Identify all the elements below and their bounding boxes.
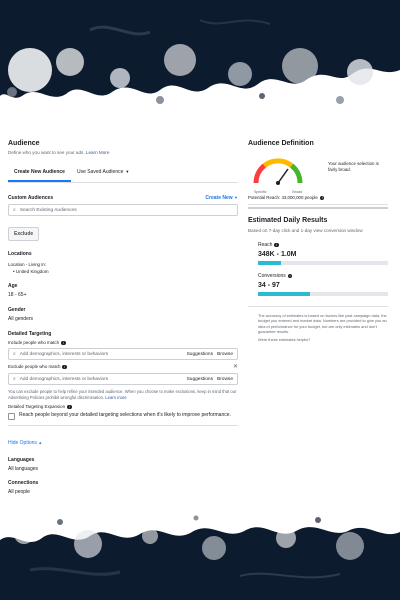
audience-tabs <box>8 165 238 183</box>
gauge-broad-label: Broad <box>292 190 302 194</box>
age-value[interactable]: 18 - 65+ <box>8 292 27 298</box>
reach-bar-fill <box>258 261 281 265</box>
exclude-row <box>8 222 238 241</box>
expansion-label-text: Detailed Targeting Expansion <box>8 403 66 409</box>
custom-audiences-label: Custom Audiences <box>8 195 54 201</box>
detailed-targeting-label: Detailed Targeting <box>8 331 52 337</box>
audience-gauge <box>248 155 308 194</box>
reach-metric <box>248 242 388 265</box>
exclusion-learn-more-link[interactable]: Learn more <box>105 394 127 400</box>
section-divider <box>248 207 388 209</box>
custom-audience-search-input[interactable] <box>8 204 238 216</box>
conversions-metric <box>248 273 388 296</box>
search-icon: ⌕ <box>13 377 16 383</box>
caret-down-icon: ▼ <box>234 195 238 200</box>
top-grunge-border <box>0 0 400 120</box>
locations-section <box>8 251 238 274</box>
exclude-label-text: Exclude people who match <box>8 364 61 370</box>
caret-up-icon: ▲ <box>38 440 43 445</box>
detailed-targeting-section <box>8 331 238 420</box>
include-label <box>8 340 238 345</box>
languages-section <box>8 457 238 472</box>
conversions-label <box>258 273 388 279</box>
hide-options-row <box>8 425 238 449</box>
exclude-targeting-input[interactable] <box>8 373 238 385</box>
browse-button[interactable]: Browse <box>217 376 233 382</box>
estimates-helpful-link[interactable]: Were these estimates helpful? <box>258 336 311 342</box>
location-item: • United Kingdom <box>13 269 49 274</box>
audience-title: Audience <box>8 140 40 147</box>
tab-create-new-audience[interactable]: Create New Audience <box>8 165 71 182</box>
info-icon: i <box>62 340 64 345</box>
reach-label-text: Reach <box>258 242 273 249</box>
bottom-grunge-border <box>0 500 400 600</box>
audience-panel <box>8 140 238 495</box>
create-new-label: Create New <box>205 195 233 201</box>
connections-value[interactable]: All people <box>8 489 30 495</box>
potential-reach-text: Potential Reach: 43,000,000 people <box>248 195 318 200</box>
expansion-row <box>8 412 238 420</box>
close-icon[interactable]: ✕ <box>232 364 238 371</box>
expansion-text: Reach people beyond your detailed targeting selections when it's likely to improve performance. <box>19 412 231 418</box>
audience-definition-panel <box>248 140 388 342</box>
search-icon: ⌕ <box>13 352 16 358</box>
gauge-row <box>248 155 388 194</box>
caret-down-icon: ▼ <box>125 169 130 174</box>
age-label: Age <box>8 283 18 289</box>
search-icon: ⌕ <box>13 207 16 213</box>
expansion-label <box>8 404 238 409</box>
estimated-results-subtitle: Based on 7-day click and 1-day view conversion window <box>248 228 363 234</box>
info-icon: i <box>68 404 70 409</box>
exclude-button[interactable]: Exclude <box>8 227 39 241</box>
gauge-block <box>248 155 308 194</box>
gender-label: Gender <box>8 307 26 313</box>
expansion-checkbox[interactable] <box>8 413 15 420</box>
gauge-description: Your audience selection is fairly broad. <box>328 161 379 172</box>
estimates-note: The accuracy of estimates is based on factors like past campaign data, the budget you entered and market data. Numbers are provided to give you an idea of performance for your budget, but are only estimates and don't guarantee results. <box>258 313 387 334</box>
connections-section <box>8 480 238 495</box>
reach-label <box>258 242 388 248</box>
suggestions-button[interactable]: Suggestions <box>186 376 213 382</box>
languages-label: Languages <box>8 457 35 463</box>
hide-options-link[interactable] <box>8 440 42 446</box>
create-new-button[interactable] <box>205 195 238 201</box>
conversions-bar <box>258 292 388 296</box>
info-icon: i <box>321 195 323 200</box>
exclusion-note-text: You can exclude people to help refine your intended audience. When you choose to make exclusions, keep in mind that our Advertising Policies prohibit wrongful discrimination. <box>8 389 237 400</box>
age-section <box>8 283 238 298</box>
audience-subtitle-text: Define who you want to see your ads. <box>8 150 85 155</box>
locations-value: Location - Living In: <box>8 262 47 267</box>
gender-section <box>8 307 238 322</box>
reach-value: 348K - 1.0M <box>258 251 297 259</box>
tab-use-saved-audience[interactable] <box>71 165 135 182</box>
exclude-label <box>8 364 67 369</box>
exclude-targeting-placeholder: Add demographics, interests or behaviors <box>19 376 109 382</box>
location-item-text: United Kingdom <box>15 269 49 274</box>
exclude-header <box>8 363 238 370</box>
browse-button[interactable]: Browse <box>217 351 233 357</box>
include-targeting-placeholder: Add demographics, interests or behaviors <box>19 351 109 357</box>
suggestions-button[interactable]: Suggestions <box>186 351 213 357</box>
conversions-bar-fill <box>258 292 310 296</box>
languages-value[interactable]: All languages <box>8 466 39 472</box>
info-icon: i <box>276 242 278 247</box>
audience-subtitle <box>8 150 238 155</box>
tab-use-saved-audience-label: Use Saved Audience <box>76 169 124 175</box>
audience-definition-title: Audience Definition <box>248 140 314 147</box>
gauge-labels <box>254 190 302 194</box>
include-targeting-input[interactable] <box>8 348 238 360</box>
hide-options-label: Hide Options <box>8 440 37 446</box>
custom-audiences-header <box>8 195 238 201</box>
locations-label: Locations <box>8 251 32 257</box>
learn-more-link[interactable]: Learn More <box>85 150 110 155</box>
include-label-text: Include people who match <box>8 340 60 345</box>
custom-audience-search-placeholder: Search Existing Audiences <box>19 207 77 213</box>
reach-bar <box>258 261 388 265</box>
potential-reach <box>248 195 388 205</box>
estimated-results-title: Estimated Daily Results <box>248 217 328 225</box>
conversions-value: 34 - 97 <box>258 282 280 290</box>
connections-label: Connections <box>8 480 39 486</box>
conversions-label-text: Conversions <box>258 273 286 280</box>
gauge-svg <box>248 155 308 185</box>
exclusion-note <box>8 389 238 400</box>
gender-value[interactable]: All genders <box>8 316 34 322</box>
info-icon: i <box>289 273 291 278</box>
info-icon: i <box>64 364 66 369</box>
gauge-specific-label: Specific <box>254 190 267 194</box>
estimates-note-section <box>248 306 388 342</box>
